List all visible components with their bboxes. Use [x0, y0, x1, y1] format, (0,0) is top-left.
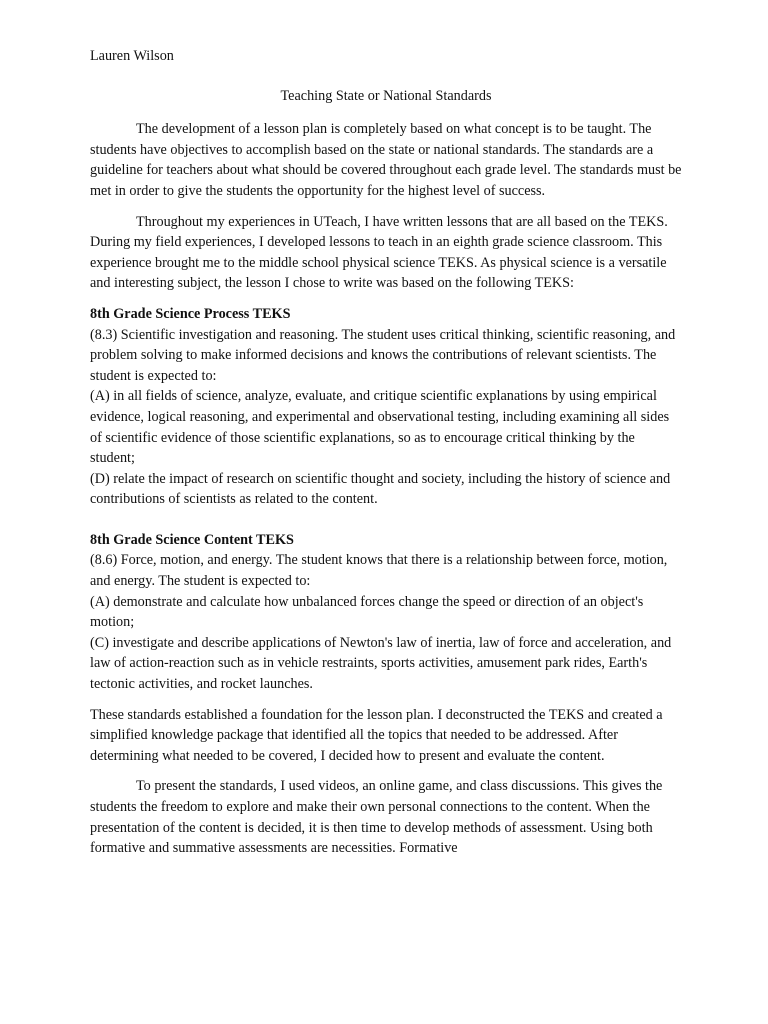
content-teks-heading: 8th Grade Science Content TEKS: [90, 531, 294, 548]
content-teks-item-c: (C) investigate and describe applications of Newton's law of inertia, law of force and acceleration, and law of action-reaction such as in vehicle restraints, sports activities, amusement park rides, Earth's tectonic activities, and rocket launches.: [90, 634, 672, 693]
closing-paragraph-1: These standards established a foundation for the lesson plan. I deconstructed the TEKS and created a simplified knowledge package that identified all the topics that needed to be addressed. After determining what needed to be covered, I decided how to present and evaluate the content.: [90, 706, 663, 764]
process-teks-item-a: (A) in all fields of science, analyze, evaluate, and critique scientific explanations by using empirical evidence, logical reasoning, and experimental and observational testing, including examining all sides of scientific evidence of those scientific explanations, so as to encourage critical thinking by the student;: [90, 388, 670, 467]
process-teks-item-d: (D) relate the impact of research on scientific thought and society, including the history of science and contributions of scientists as related to the content.: [90, 470, 671, 508]
intro-paragraph-2: Throughout my experiences in UTeach, I have written lessons that are all based on the TEKS. During my field experiences, I developed lessons to teach in an eighth grade science classroom. This experience brought me to the middle school physical science TEKS. As physical science is a versatile and interesting subject, the lesson I chose to write was based on the following TEKS:: [90, 213, 668, 292]
document-title: Teaching State or National Standards: [280, 87, 492, 104]
content-teks-section: [90, 530, 682, 695]
intro-paragraph-1: The development of a lesson plan is completely based on what concept is to be taught. The students have objectives to accomplish based on the state or national standards. The standards are a guideline for teachers about what should be covered throughout each grade level. The standards must be met in order to give the students the opportunity for the highest level of success.: [90, 121, 682, 199]
closing-paragraph-2: To present the standards, I used videos, an online game, and class discussions. This gives the students the freedom to explore and make their own personal connections to the content. When the presentation of the content is decided, it is then time to develop methods of assessment. Using both formative and summative assessments are necessities. Formative: [90, 778, 663, 857]
author-name: Lauren Wilson: [90, 48, 174, 64]
content-teks-item-a: (A) demonstrate and calculate how unbalanced forces change the speed or direction of an object's motion;: [90, 593, 644, 631]
process-teks-section: [90, 304, 682, 510]
process-teks-stem: (8.3) Scientific investigation and reasoning. The student uses critical thinking, scientific reasoning, and problem solving to make informed decisions and knows the contributions of relevant scientists. The student is expected to:: [90, 326, 676, 384]
content-teks-stem: (8.6) Force, motion, and energy. The student knows that there is a relationship between force, motion, and energy. The student is expected to:: [90, 552, 668, 590]
process-teks-heading: 8th Grade Science Process TEKS: [90, 305, 291, 322]
